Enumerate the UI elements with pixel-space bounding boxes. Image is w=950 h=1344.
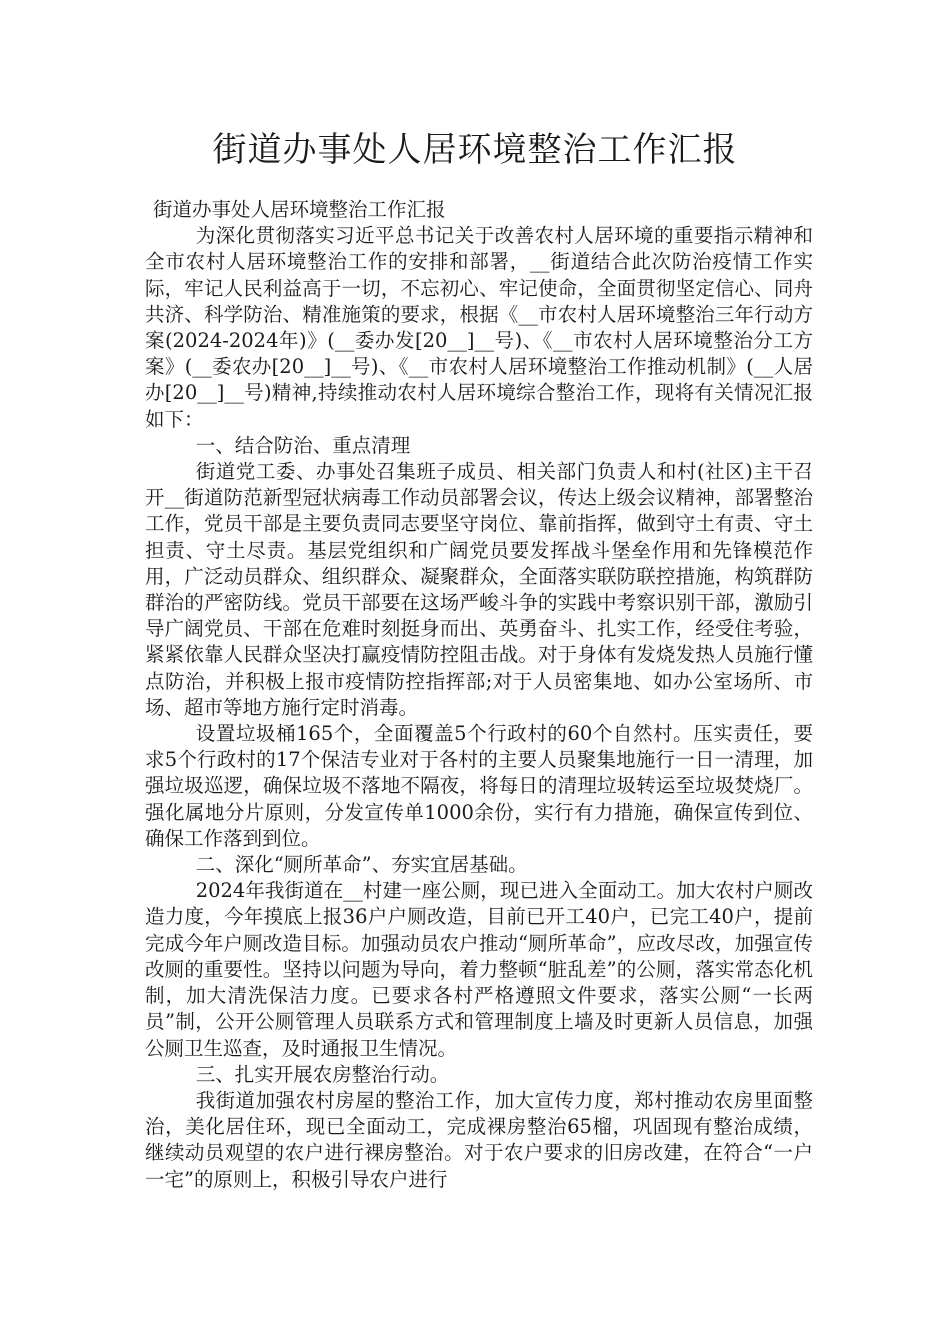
document-title: 街道办事处人居环境整治工作汇报	[212, 130, 738, 170]
document-subtitle: 街道办事处人居环境整治工作汇报	[153, 198, 446, 221]
body-paragraph: 2024年我街道在__村建一座公厕，现已进入全面动工。加大农村户厕改造力度，今年摸底上报36户户厕改造，目前已开工40户，已完工40户，提前完成今年户厕改造目标。加强动员农户推动“厕所革命”，应改尽改，加强宣传改厕的重要性。坚持以问题为导向，着力整顿“脏乱差”的公厕，落实常态化机制，加大清洗保洁力度。已要求各村严格遵照文件要求，落实公厕“一长两员”制，公开公厕管理人员联系方式和管理制度上墙及时更新人员信息，加强公厕卫生巡查，及时通报卫生情况。	[145, 879, 813, 1060]
body-paragraph: 设置垃圾桶165个，全面覆盖5个行政村的60个自然村。压实责任，要求5个行政村的17个保洁专业对于各村的主要人员聚集地施行一日一清理，加强垃圾巡逻，确保垃圾不落地不隔夜，将每日的清理垃圾转运至垃圾焚烧厂。强化属地分片原则，分发宣传单1000余份，实行有力措施，确保宣传到位、确保工作落到到位。	[145, 722, 813, 850]
document-body	[145, 197, 813, 1193]
section-heading-3: 三、扎实开展农房整治行动。	[195, 1062, 450, 1086]
section-heading-1: 一、结合防治、重点清理	[195, 433, 411, 457]
body-paragraph: 我街道加强农村房屋的整治工作，加大宣传力度，郑村推动农房里面整治，美化居住环，现已全面动工，完成裸房整治65榴，巩固现有整治成绩，继续动员观望的农户进行裸房整治。对于农户要求的旧房改建，在符合“一户一宅”的原则上，积极引导农户进行	[145, 1088, 813, 1191]
intro-paragraph: 为深化贯彻落实习近平总书记关于改善农村人居环境的重要指示精神和全市农村人居环境整治工作的安排和部署，__街道结合此次防治疫情工作实际，牢记人民利益高于一切，不忘初心、牢记使命，全面贯彻坚定信心、同舟共济、科学防治、精准施策的要求，根据《__市农村人居环境整治三年行动方案(2024-2024年)》(__委办发[20__]__号)、《__市农村人居环境整治分工方案》(__委农办[20__]__号)、《__市农村人居环境整治工作推动机制》(__人居办[20__]__号)精神,持续推动农村人居环境综合整治工作，现将有关情况汇报如下：	[145, 224, 813, 431]
body-paragraph: 街道党工委、办事处召集班子成员、相关部门负责人和村(社区)主干召开__街道防范新型冠状病毒工作动员部署会议，传达上级会议精神，部署整治工作，党员干部是主要负责同志要坚守岗位、靠前指挥，做到守土有责、守土担责、守土尽责。基层党组织和广阔党员要发挥战斗堡垒作用和先锋模范作用，广泛动员群众、组织群众、凝聚群众，全面落实联防联控措施，构筑群防群治的严密防线。党员干部要在这场严峻斗争的实践中考察识别干部，激励引导广阔党员、干部在危难时刻挺身而出、英勇奋斗、扎实工作，经受住考验，紧紧依靠人民群众坚决打赢疫情防控阻击战。对于身体有发烧发热人员施行懂点防治，并积极上报市疫情防控指挥部;对于人员密集地、如办公室场所、市场、超市等地方施行定时消毒。	[145, 460, 813, 719]
section-heading-2: 二、深化“厕所革命”、夯实宜居基础。	[195, 853, 528, 877]
